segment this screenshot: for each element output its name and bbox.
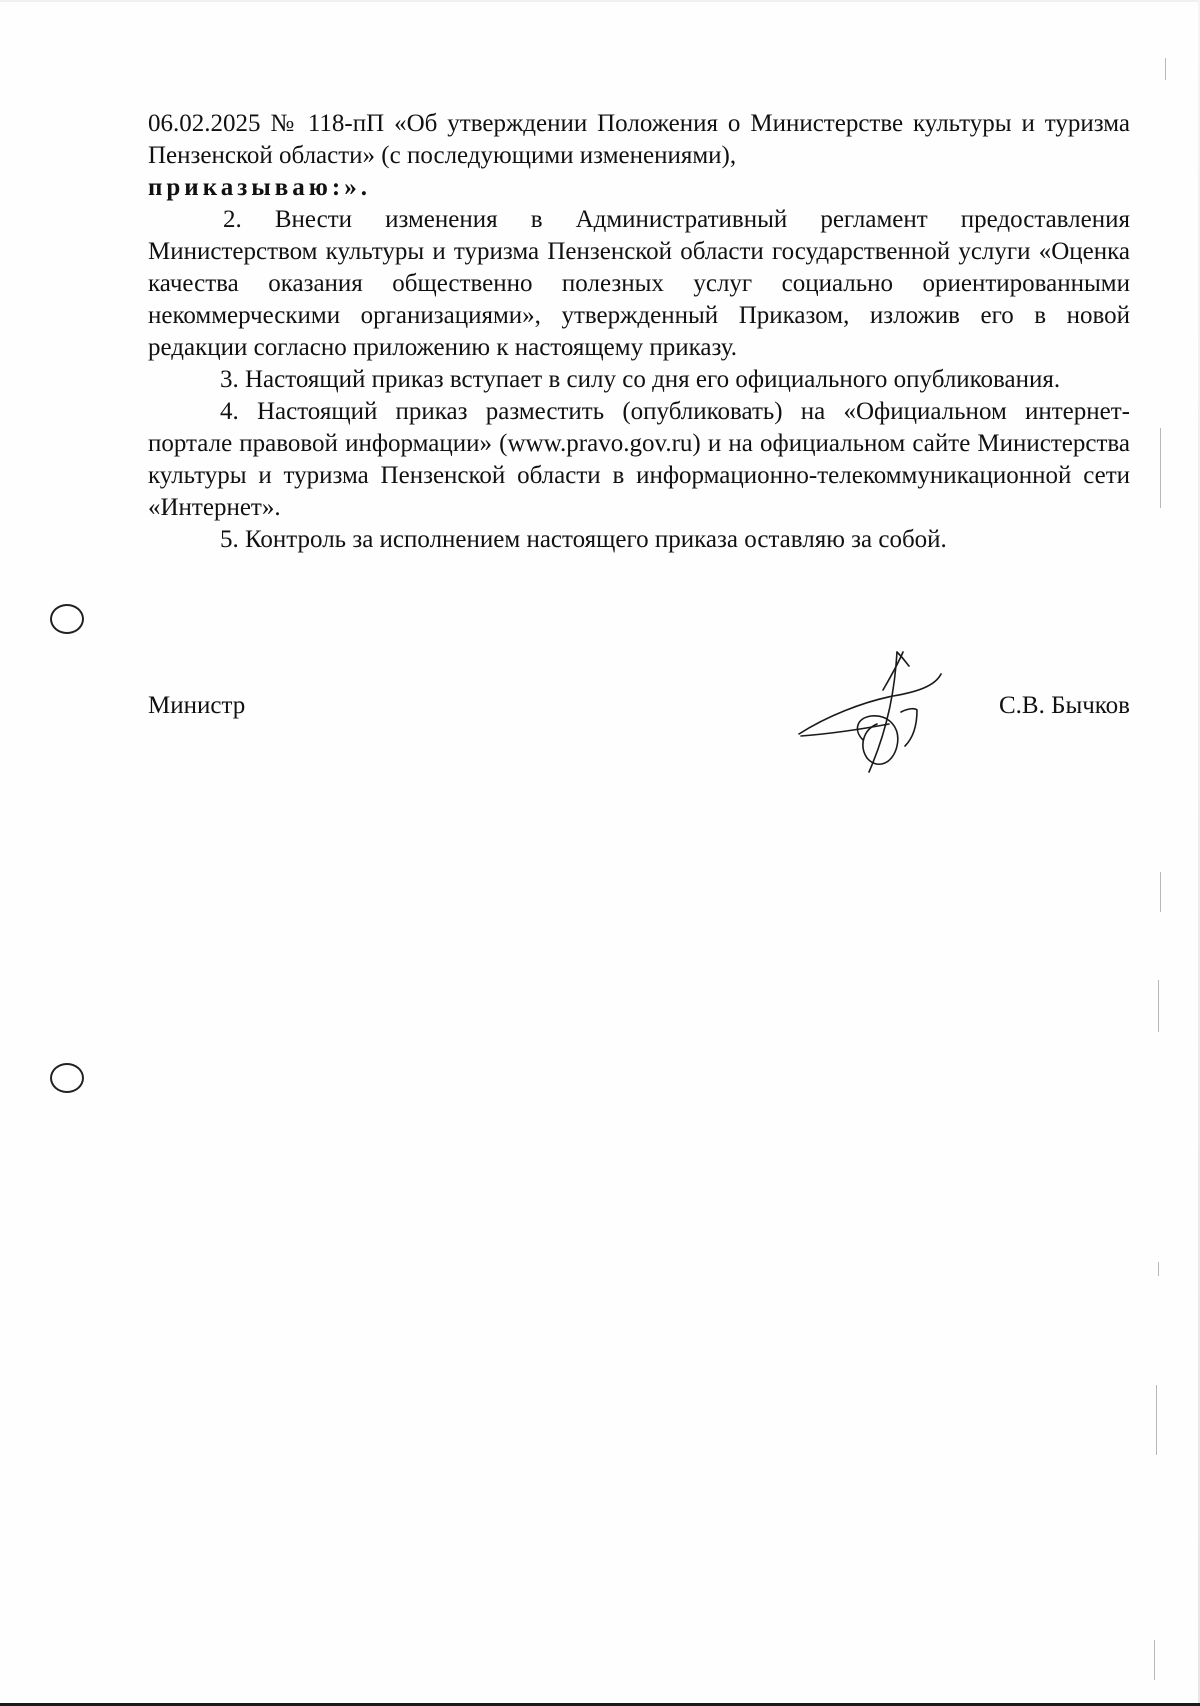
paragraph-intro bbox=[148, 108, 1130, 204]
handwritten-signature bbox=[797, 646, 947, 776]
paragraph-item-3: 3. Настоящий приказ вступает в силу со дня его официального опубликования. bbox=[220, 366, 1061, 393]
paragraph-item-4: 4. Настоящий приказ разместить (опубликовать) на «Официальном интернет-портале правовой информации» (www.pravo.gov.ru) и на официальном сайте Министерства культуры и туризма Пензенской области в информационно-телекоммуникационной сети «Интернет». bbox=[148, 398, 1130, 521]
signature-block bbox=[148, 690, 1130, 730]
scan-mark bbox=[1160, 872, 1161, 912]
scan-mark bbox=[1156, 1385, 1157, 1455]
document-body bbox=[148, 108, 1130, 556]
punch-hole bbox=[50, 1063, 84, 1093]
scan-mark bbox=[1158, 1262, 1159, 1276]
scan-mark bbox=[1154, 1640, 1155, 1680]
paragraph-intro-text: 06.02.2025 № 118-пП «Об утверждении Положения о Министерстве культуры и туризма Пензенской области» (с последующими изменениями), bbox=[148, 110, 1130, 169]
signer-name: С.В. Бычков bbox=[998, 692, 1130, 719]
scan-mark bbox=[1160, 428, 1161, 508]
scan-mark bbox=[1158, 980, 1159, 1032]
signer-position: Министр bbox=[148, 692, 246, 719]
punch-hole bbox=[50, 604, 84, 634]
order-word: приказываю:». bbox=[148, 174, 371, 201]
paragraph-item-2: 2. Внести изменения в Административный регламент предоставления Министерством культуры и туризма Пензенской области государственной услуги «Оценка качества оказания общественно полезных услуг социально ориентированными некоммерческими организациями», утвержденный Приказом, изложив его в новой редакции согласно приложению к настоящему приказу. bbox=[148, 206, 1130, 361]
scan-mark bbox=[1165, 58, 1166, 80]
scan-edge-top bbox=[0, 0, 1200, 2]
paragraph-item-5: 5. Контроль за исполнением настоящего приказа оставляю за собой. bbox=[220, 526, 947, 553]
